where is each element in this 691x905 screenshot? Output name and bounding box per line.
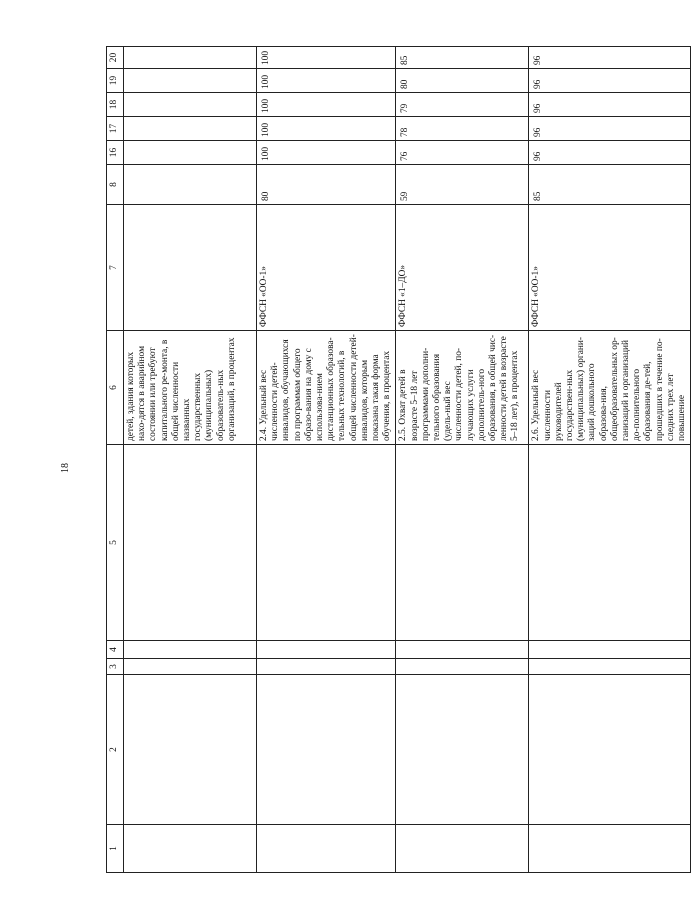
page-number: 18 (60, 463, 71, 473)
value-cell-18: 96 (529, 93, 691, 117)
cell-col-4 (257, 641, 396, 659)
value-cell-17: 78 (396, 117, 529, 141)
column-header: 19 (107, 69, 124, 93)
cell-col-5 (124, 445, 257, 641)
column-header: 18 (107, 93, 124, 117)
table-row (124, 47, 257, 873)
value-cell-17 (124, 117, 257, 141)
cell-col-1 (257, 825, 396, 873)
column-header: 6 (107, 331, 124, 445)
cell-col-4 (124, 641, 257, 659)
value-cell-19 (124, 69, 257, 93)
indicator-cell: 2.4. Удельный вес численности детей-инвалидов, обучающихся по программам общего образо-вания на дому с использова-нием дистанционных образова-тельных технологий, в общей численности детей-инвалидов, которым показана такая форма обучения, в процентах (257, 331, 396, 445)
column-header: 2 (107, 675, 124, 825)
source-cell: ФФСН «1–ДО» (396, 205, 529, 331)
cell-col-1 (396, 825, 529, 873)
column-header: 1 (107, 825, 124, 873)
value-cell-18 (124, 93, 257, 117)
column-header: 20 (107, 47, 124, 69)
value-cell-16 (124, 141, 257, 165)
cell-col-3 (124, 659, 257, 675)
value-cell-19: 96 (529, 69, 691, 93)
value-cell-20 (124, 47, 257, 69)
value-cell-8: 59 (396, 165, 529, 205)
value-cell-20: 96 (529, 47, 691, 69)
column-header: 8 (107, 165, 124, 205)
value-cell-18: 79 (396, 93, 529, 117)
column-header: 3 (107, 659, 124, 675)
indicator-table (106, 46, 691, 873)
table-row (257, 47, 396, 873)
value-cell-17: 96 (529, 117, 691, 141)
cell-col-5 (396, 445, 529, 641)
table-frame (106, 47, 688, 873)
value-cell-16: 96 (529, 141, 691, 165)
column-header: 5 (107, 445, 124, 641)
value-cell-16: 76 (396, 141, 529, 165)
value-cell-8: 85 (529, 165, 691, 205)
value-cell-16: 100 (257, 141, 396, 165)
cell-col-5 (257, 445, 396, 641)
value-cell-20: 100 (257, 47, 396, 69)
cell-col-3 (396, 659, 529, 675)
column-header: 16 (107, 141, 124, 165)
value-cell-8: 80 (257, 165, 396, 205)
cell-col-2 (529, 675, 691, 825)
cell-col-4 (396, 641, 529, 659)
table-row (529, 47, 691, 873)
cell-col-1 (124, 825, 257, 873)
header-row (107, 47, 124, 873)
indicator-cell: 2.6. Удельный вес численности руководителей государствен-ных (муниципальных) органи-заций дошкольного образова-ния, общеобразовательных ор-ганизаций и организаций до-полнительного образования де-тей, прошедших в течение по-следних трех лет повышение (529, 331, 691, 445)
value-cell-17: 100 (257, 117, 396, 141)
source-cell: ФФСН «ОО-1» (257, 205, 396, 331)
table-row (396, 47, 529, 873)
cell-col-5 (529, 445, 691, 641)
cell-col-1 (529, 825, 691, 873)
value-cell-20: 85 (396, 47, 529, 69)
cell-col-2 (257, 675, 396, 825)
column-header: 7 (107, 205, 124, 331)
value-cell-18: 100 (257, 93, 396, 117)
value-cell-19: 80 (396, 69, 529, 93)
cell-col-4 (529, 641, 691, 659)
column-header: 4 (107, 641, 124, 659)
value-cell-19: 100 (257, 69, 396, 93)
value-cell-8 (124, 165, 257, 205)
cell-col-2 (124, 675, 257, 825)
source-cell (124, 205, 257, 331)
indicator-cell: детей, здания которых нахо-дятся в аварийном состоянии или требуют капитального ре-монта, в общей численности названных государственных (муниципальных) образователь-ных организаций, в процентах (124, 331, 257, 445)
source-cell: ФФСН «ОО-1» (529, 205, 691, 331)
cell-col-3 (257, 659, 396, 675)
cell-col-3 (529, 659, 691, 675)
column-header: 17 (107, 117, 124, 141)
indicator-cell: 2.5. Охват детей в возрасте 5–18 лет программами дополни-тельного образования (удель-ный вес численности детей, по-лучающих услуги дополнитель-ного образования, в общей чис-ленности детей в возрасте 5–18 лет), в процентах (396, 331, 529, 445)
cell-col-2 (396, 675, 529, 825)
